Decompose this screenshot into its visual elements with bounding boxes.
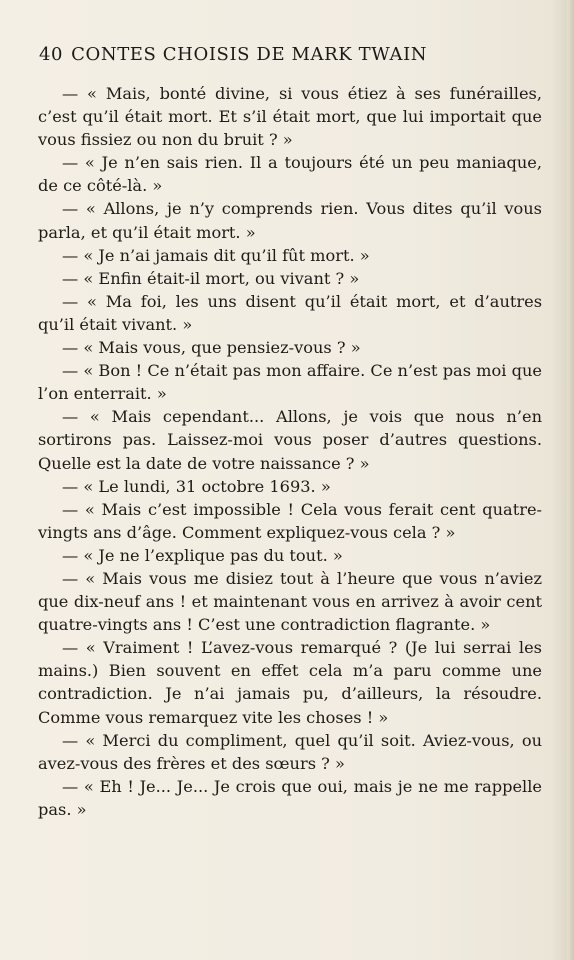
paragraph: — « Eh ! Je... Je... Je crois que oui, mais je ne me rappelle pas. » — [38, 776, 542, 819]
page-number: 40 — [39, 44, 64, 65]
paragraph: — « Le lundi, 31 octobre 1693. » — [62, 476, 331, 496]
paragraph: — « Vraiment ! L’avez-vous remarqué ? (Je lui serrai les mains.) Bien souvent en effet cela m’a paru comme une contradiction. Je n’ai jamais pu, d’ailleurs, la résoudre. Comme vous remarquez vite les choses ! » — [38, 638, 542, 727]
paragraph: — « Je n’ai jamais dit qu’il fût mort. » — [62, 245, 370, 265]
paragraph: — « Enfin était-il mort, ou vivant ? » — [62, 268, 360, 288]
paragraph: — « Je ne l’explique pas du tout. » — [62, 545, 343, 565]
running-title: CONTES CHOISIS DE MARK TWAIN — [71, 44, 428, 65]
paragraph: — « Ma foi, les uns disent qu’il était mort, et d’autres qu’il était vivant. » — [38, 291, 542, 334]
body-text — [38, 82, 542, 821]
paragraph: — « Allons, je n’y comprends rien. Vous dites qu’il vous parla, et qu’il était mort. » — [38, 199, 542, 242]
paragraph: — « Mais, bonté divine, si vous étiez à ses funérailles, c’est qu’il était mort. Et s’il était mort, que lui importait que vous fissiez ou non du bruit ? » — [38, 84, 542, 150]
paragraph: — « Mais c’est impossible ! Cela vous ferait cent quatre-vingts ans d’âge. Comment expliquez-vous cela ? » — [38, 499, 542, 542]
paragraph: — « Bon ! Ce n’était pas mon affaire. Ce n’est pas moi que l’on enterrait. » — [38, 361, 542, 404]
paragraph: — « Mais cependant... Allons, je vois que nous n’en sortirons pas. Laissez-moi vous poser d’autres questions. Quelle est la date de votre naissance ? » — [38, 407, 542, 473]
paragraph: — « Mais vous, que pensiez-vous ? » — [62, 338, 361, 358]
running-header — [39, 44, 539, 65]
paragraph: — « Mais vous me disiez tout à l’heure que vous n’aviez que dix-neuf ans ! et maintenant vous en arrivez à avoir cent quatre-vingts ans ! C’est une contradiction flagrante. » — [38, 568, 542, 635]
paragraph: — « Merci du compliment, quel qu’il soit. Aviez-vous, ou avez-vous des frères et des sœurs ? » — [38, 730, 542, 773]
page-edge-shadow — [567, 0, 574, 960]
paragraph: — « Je n’en sais rien. Il a toujours été un peu maniaque, de ce côté-là. » — [38, 153, 542, 196]
